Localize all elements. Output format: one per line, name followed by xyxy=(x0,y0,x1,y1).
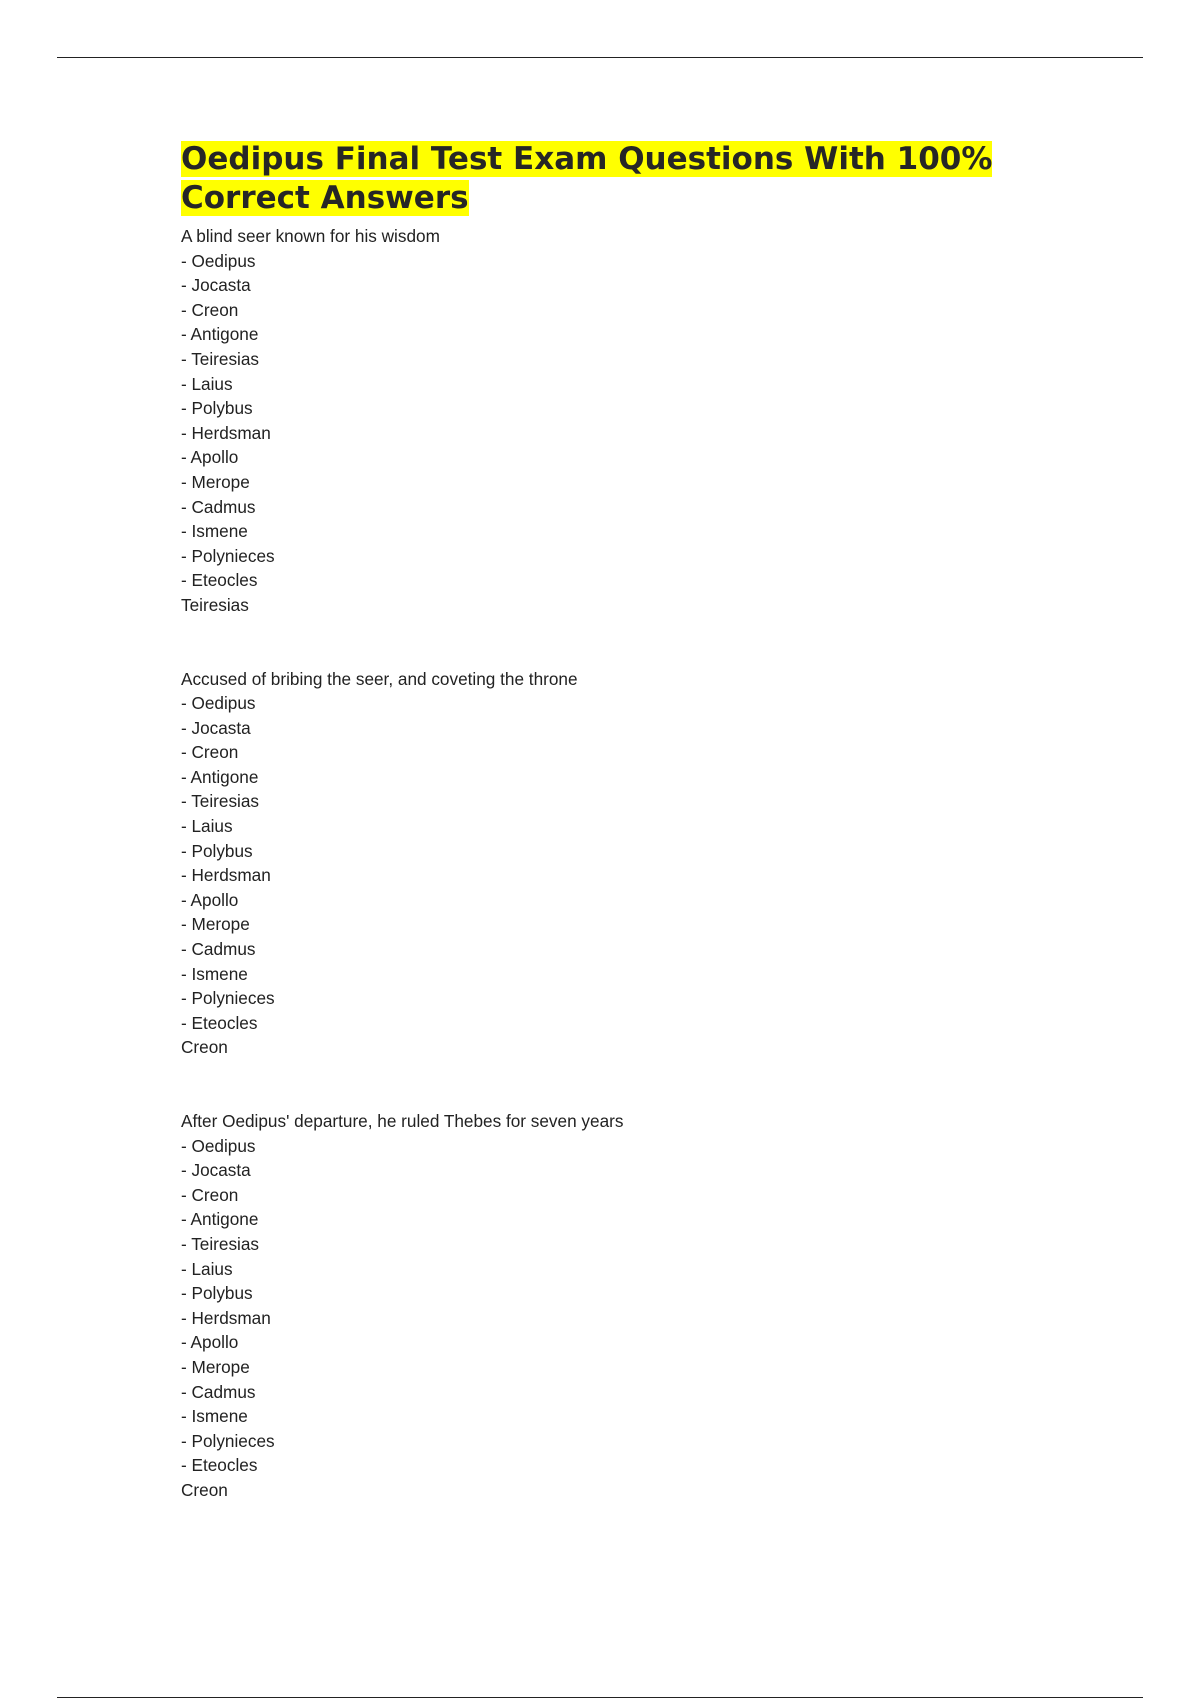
option-item: - Ismene xyxy=(181,521,248,542)
question-prompt: Accused of bribing the seer, and coveting the throne xyxy=(181,668,578,689)
option-item: - Polynieces xyxy=(181,1430,275,1451)
question-block xyxy=(181,667,1081,1061)
option-item: - Herdsman xyxy=(181,865,271,886)
page-bottom-rule xyxy=(57,1697,1143,1698)
question-block xyxy=(181,1109,1081,1503)
option-item: - Eteocles xyxy=(181,1455,258,1476)
title-highlight: Oedipus Final Test Exam Questions With 100% Correct Answers xyxy=(181,141,993,216)
option-list xyxy=(181,691,1081,1035)
option-item: - Herdsman xyxy=(181,422,271,443)
option-item: - Ismene xyxy=(181,1406,248,1427)
option-item: - Apollo xyxy=(181,1332,239,1353)
option-item: - Herdsman xyxy=(181,1307,271,1328)
option-item: - Apollo xyxy=(181,447,239,468)
document-title xyxy=(181,140,1081,218)
option-item: - Ismene xyxy=(181,963,248,984)
option-item: - Jocasta xyxy=(181,1160,251,1181)
option-item: - Creon xyxy=(181,1184,239,1205)
option-item: - Creon xyxy=(181,742,239,763)
answer-text: Creon xyxy=(181,1037,228,1058)
option-item: - Teiresias xyxy=(181,791,260,812)
option-item: - Eteocles xyxy=(181,1012,258,1033)
page-top-rule xyxy=(57,57,1143,58)
option-item: - Antigone xyxy=(181,1209,259,1230)
option-item: - Oedipus xyxy=(181,693,256,714)
option-item: - Antigone xyxy=(181,766,259,787)
option-item: - Eteocles xyxy=(181,570,258,591)
option-item: - Laius xyxy=(181,373,233,394)
option-item: - Antigone xyxy=(181,324,259,345)
option-item: - Jocasta xyxy=(181,717,251,738)
question-block xyxy=(181,224,1081,618)
question-prompt: After Oedipus' departure, he ruled Thebes for seven years xyxy=(181,1111,624,1131)
answer-text: Creon xyxy=(181,1479,228,1500)
option-item: - Laius xyxy=(181,816,233,837)
document-body xyxy=(181,140,1081,1503)
question-prompt: A blind seer known for his wisdom xyxy=(181,226,440,246)
option-item: - Laius xyxy=(181,1258,233,1279)
option-list xyxy=(181,1134,1081,1478)
option-item: - Cadmus xyxy=(181,496,256,517)
option-item: - Polynieces xyxy=(181,988,275,1009)
option-item: - Oedipus xyxy=(181,1135,256,1156)
option-item: - Merope xyxy=(181,914,250,935)
option-item: - Teiresias xyxy=(181,348,260,369)
option-item: - Polynieces xyxy=(181,545,275,566)
option-item: - Cadmus xyxy=(181,939,256,960)
option-item: - Merope xyxy=(181,1356,250,1377)
option-item: - Jocasta xyxy=(181,275,251,296)
option-item: - Apollo xyxy=(181,889,239,910)
option-item: - Polybus xyxy=(181,840,253,861)
option-item: - Cadmus xyxy=(181,1381,256,1402)
option-list xyxy=(181,249,1081,593)
option-item: - Creon xyxy=(181,299,239,320)
option-item: - Polybus xyxy=(181,398,253,419)
option-item: - Polybus xyxy=(181,1283,253,1304)
question-list xyxy=(181,224,1081,1503)
answer-text: Teiresias xyxy=(181,594,249,615)
option-item: - Oedipus xyxy=(181,250,256,271)
option-item: - Teiresias xyxy=(181,1233,260,1254)
option-item: - Merope xyxy=(181,471,250,492)
